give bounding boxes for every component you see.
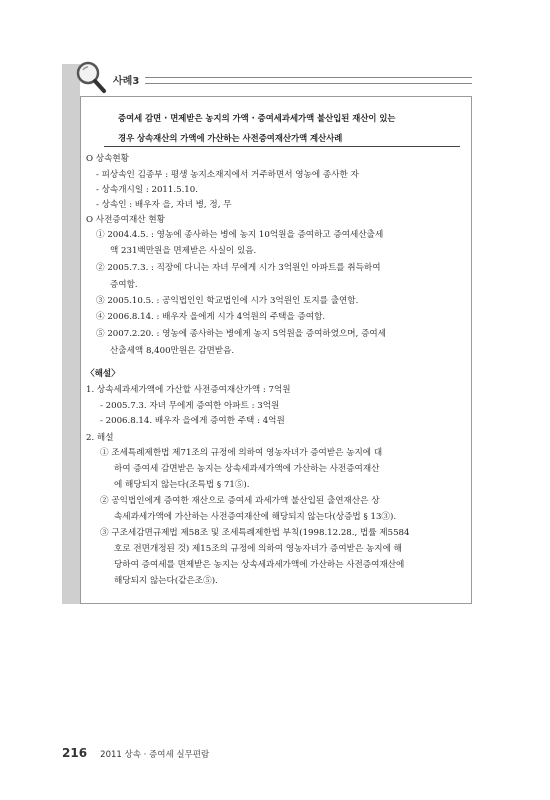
- commentary-heading: 〈해설〉: [86, 369, 120, 379]
- commentary-line: 호로 전면개정된 것) 제15조의 규정에 의하여 영농자녀가 증여받은 농지에 해: [114, 544, 402, 554]
- commentary-line: ① 조세특례제한법 제71조의 규정에 의하여 영농자녀가 증여받은 농지에 대: [100, 448, 383, 458]
- page-footer: [62, 742, 209, 761]
- case-label: 사례3: [113, 72, 145, 87]
- commentary-line: 하여 증여세 감면받은 농지는 상속세과세가액에 가산하는 사전증여재산: [114, 464, 380, 474]
- prior-gift-line: 액 231백만원을 면제받은 사실이 있음.: [110, 246, 257, 256]
- commentary-line: 에 해당되지 않는다(조특법 § 71⑤).: [114, 480, 250, 490]
- prior-gift-line: 산출세액 8,400만원은 감면받음.: [110, 346, 235, 356]
- header-rule: [145, 77, 472, 84]
- prior-gift-line: 증여함.: [110, 280, 138, 290]
- situation-item: - 상속개시일 : 2011.5.10.: [96, 185, 198, 195]
- title-rule: [104, 146, 460, 147]
- prior-gift-line: ⑤ 2007.2.20. : 영농에 종사하는 병에게 농지 5억원을 증여하였으며, 증여세: [96, 329, 386, 339]
- commentary-line: ③ 구조세감면규제법 제58조 및 조세특례제한법 부칙(1998.12.28., 법률 제5584: [100, 528, 410, 538]
- commentary-sub-item: - 2006.8.14. 배우자 을에게 증여한 주택 : 4억원: [100, 416, 285, 426]
- situation-item: - 피상속인 김종부 : 평생 농지소재지에서 거주하면서 영농에 종사한 자: [96, 170, 359, 180]
- prior-gift-line: ① 2004.4.5. : 영농에 종사하는 병에 농지 10억원을 증여하고 증여세산출세: [96, 230, 384, 240]
- prior-gift-line: ③ 2005.10.5. : 공익법인인 학교법인에 시가 3억원인 토지를 출연함.: [96, 296, 359, 306]
- title-line-1: 증여세 감면 · 면제받은 농지의 가액 · 증여세과세가액 불산입된 재산이 있는: [118, 114, 396, 124]
- commentary-line: 속세과세가액에 가산하는 사전증여재산에 해당되지 않는다(상증법 § 13③).: [114, 512, 397, 522]
- book-title: 2011 상속 · 증여세 실무편람: [100, 750, 210, 760]
- side-tab: [62, 64, 80, 604]
- commentary-item-2: 2. 해설: [86, 433, 114, 443]
- prior-gift-line: ② 2005.7.3. : 직장에 다니는 자녀 무에게 시가 3억원인 아파트를 취득하여: [96, 263, 381, 273]
- commentary-line: 해당되지 않는다(같은조⑤).: [114, 576, 218, 586]
- page-number: 216: [62, 746, 88, 760]
- commentary-item-1: 1. 상속세과세가액에 가산할 사전증여재산가액 : 7억원: [86, 385, 291, 395]
- situation-heading: O 상속현황: [86, 154, 129, 164]
- title-line-2: 경우 상속재산의 가액에 가산하는 사전증여재산가액 계산사례: [118, 134, 343, 144]
- commentary-line: 당하여 증여세를 면제받은 농지는 상속세과세가액에 가산하는 사전증여재산에: [114, 560, 405, 570]
- commentary-line: ② 공익법인에게 증여한 재산으로 증여세 과세가액 불산입된 출연재산은 상: [100, 496, 380, 506]
- prior-gift-line: ④ 2006.8.14. : 배우자 을에게 시가 4억원의 주택을 증여함.: [96, 312, 326, 322]
- commentary-sub-item: - 2005.7.3. 자녀 무에게 증여한 아파트 : 3억원: [100, 401, 280, 411]
- prior-gifts-heading: O 사전증여재산 현황: [86, 215, 165, 225]
- case-title: [118, 109, 478, 149]
- situation-item: - 상속인 : 배우자 을, 자녀 병, 정, 무: [96, 200, 232, 210]
- magnifier-icon: [74, 60, 108, 94]
